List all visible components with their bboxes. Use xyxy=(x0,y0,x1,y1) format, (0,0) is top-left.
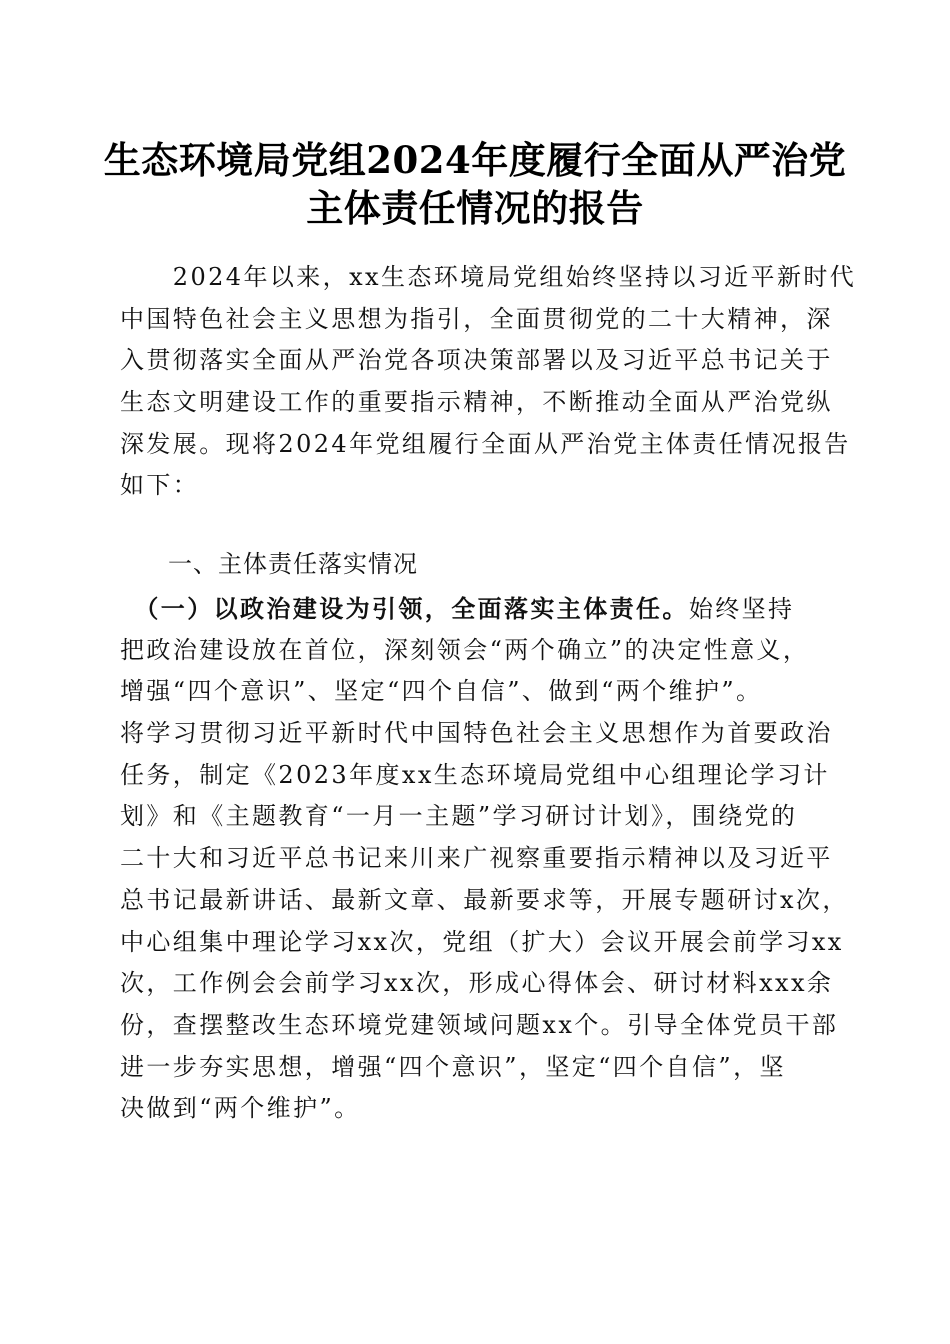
intro-paragraph xyxy=(120,257,857,507)
title-line-1: 生态环境局党组2024年度履行全面从严治党 xyxy=(103,138,847,182)
section-1-line: 把政治建设放在首位，深刻领会“两个确立”的决定性意义， xyxy=(120,635,810,664)
section-1-lead: （一）以政治建设为引领，全面落实主体责任。 xyxy=(120,594,689,623)
section-1-line: 次，工作例会会前学习xx次，形成心得体会、研讨材料xxx余 xyxy=(120,969,834,998)
section-1-line: 总书记最新讲话、最新文章、最新要求等，开展专题研讨x次， xyxy=(120,885,849,914)
section-1-line: 二十大和习近平总书记来川来广视察重要指示精神以及习近平 xyxy=(120,844,833,873)
intro-line: 生态文明建设工作的重要指示精神，不断推动全面从严治党纵 xyxy=(120,388,833,417)
document-title xyxy=(100,136,850,232)
intro-line: 中国特色社会主义思想为指引，全面贯彻党的二十大精神，深 xyxy=(120,304,833,333)
section-1-line: 份，查摆整改生态环境党建领域问题xx个。引导全体党员干部 xyxy=(120,1010,839,1039)
section-1-line: 中心组集中理论学习xx次，党组（扩大）会议开展会前学习xx xyxy=(120,927,844,956)
section-1-first-line-rest: 始终坚持 xyxy=(688,595,795,623)
section-1-line: 任务，制定《2023年度xx生态环境局党组中心组理论学习计 xyxy=(120,760,830,789)
section-1-line: 进一步夯实思想，增强“四个意识”，坚定“四个自信”，坚 xyxy=(120,1052,786,1081)
section-1-paragraph xyxy=(120,588,849,1130)
section-1-line: 划》和《主题教育“一月一主题”学习研讨计划》，围绕党的 xyxy=(120,802,798,831)
intro-line: 深发展。现将2024年党组履行全面从严治党主体责任情况报告 xyxy=(120,429,851,458)
intro-line: 入贯彻落实全面从严治党各项决策部署以及习近平总书记关于 xyxy=(120,346,833,375)
title-line-2: 主体责任情况的报告 xyxy=(306,186,644,230)
section-heading-1: 一、主体责任落实情况 xyxy=(168,550,418,578)
section-1-first-line xyxy=(120,588,832,630)
intro-line: 2024年以来，xx生态环境局党组始终坚持以习近平新时代 xyxy=(120,263,857,291)
section-1-line: 决做到“两个维护”。 xyxy=(120,1094,361,1123)
section-1-line: 将学习贯彻习近平新时代中国特色社会主义思想作为首要政治 xyxy=(120,719,833,748)
intro-line: 如下： xyxy=(120,471,200,500)
section-1-line: 增强“四个意识”、坚定“四个自信”、做到“两个维护”。 xyxy=(120,677,763,706)
